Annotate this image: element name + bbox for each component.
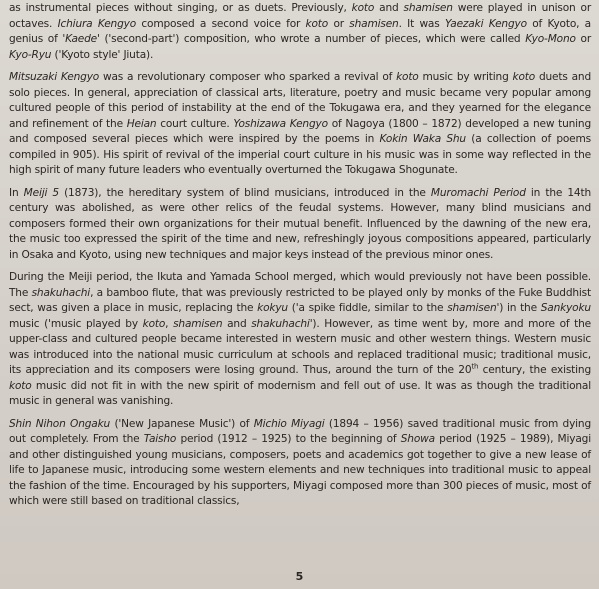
superscript-text: th (471, 362, 479, 371)
italic-term: Shin Nihon Ongaku (9, 417, 111, 430)
text-run: ('a spike fiddle, similar to the (287, 302, 448, 314)
italic-term: Yaezaki Kengyo (444, 17, 527, 30)
italic-term: Sankyoku (540, 302, 591, 314)
italic-term: koto (396, 71, 419, 83)
text-run: ('Kyoto style' Jiuta). (51, 48, 154, 61)
text-run: or (575, 33, 592, 45)
text-run: in the 14th century was abolished, as were other relics of the feudal systems. However, many blind musicians and composers formed their own organizations for their mutual benefit. Influenced by the dawning of the new era, the music too expressed the spirit of the time and new, refreshingly joyous compositions appeared, particularly in Osaka and Kyoto, using new techniques and major keys instead of the previous minor ones. (9, 186, 592, 261)
paragraph-3 (9, 186, 591, 264)
text-run: (1873), the hereditary system of blind musicians, introduced in the (58, 186, 431, 199)
body-text (9, 0, 591, 510)
text-run: and (222, 317, 252, 330)
text-run: of Kyoto, a genius of ' (9, 17, 591, 45)
text-run: ') in the (496, 302, 541, 314)
text-run: '). However, as time went by, more and more of the upper-class and cultured people became interested in western music and other western things. Western music was introduced into the national music curriculum at schools and replaced traditional music; traditional music, its appreciation and its composers were losing ground. Thus, around the turn of the 20 (9, 317, 591, 376)
text-run: ' ('second-part') composition, who wrote a number of pieces, which were called (97, 33, 526, 45)
italic-term: Kokin Waka Shu (379, 133, 466, 145)
text-run: or (328, 17, 350, 30)
italic-term: koto (512, 71, 536, 83)
italic-term: Muromachi Period (430, 186, 526, 199)
text-run: as instrumental pieces without singing, or as duets. Previously, (9, 2, 352, 14)
page-number: 5 (295, 570, 304, 583)
paragraph-1 (9, 0, 591, 63)
italic-term: koto (305, 17, 329, 30)
italic-term: shamisen (447, 302, 497, 314)
text-run: of Nagoya (1800 – 1872) developed a new tuning and composed several pieces which were inspired by the poems in (9, 117, 592, 145)
text-run: and (374, 2, 404, 14)
paragraph-5 (9, 417, 591, 510)
italic-term: Michio Miyagi (253, 417, 325, 430)
italic-term: shamisen (173, 317, 223, 330)
italic-term: Kaede (65, 33, 97, 45)
text-run: , a bamboo flute, that was previously restricted to be played only by monks of the Fuke Buddhist sect, was given a place in music, replacing the (9, 286, 591, 314)
text-run: court culture. (156, 117, 234, 130)
italic-term: koto (9, 379, 32, 392)
text-run: music did not fit in with the new spirit of modernism and fell out of use. It was as though the traditional music in general was vanishing. (9, 379, 591, 407)
italic-term: Meiji 5 (23, 186, 59, 199)
italic-term: Taisho (143, 433, 177, 445)
italic-term: shakuhachi (251, 317, 310, 330)
text-run: (1894 – 1956) saved traditional music from dying out completely. From the (9, 417, 591, 445)
text-run: During the Meiji period, the Ikuta and Yamada School merged, which would previously not have been possible. The (9, 271, 591, 299)
italic-term: koto (142, 317, 166, 330)
italic-term: koto (351, 2, 375, 14)
italic-term: shamisen (349, 17, 399, 30)
italic-term: Kyo-Mono (525, 33, 576, 45)
paragraph-2 (9, 70, 591, 179)
text-run: century, the existing (478, 364, 591, 376)
text-run: was a revolutionary composer who sparked a revival of (99, 71, 397, 83)
italic-term: shamisen (403, 2, 453, 14)
text-run: . It was (398, 17, 445, 30)
italic-term: Kyo-Ryu (9, 48, 52, 61)
italic-term: Heian (126, 117, 157, 130)
text-run: music ('music played by (9, 317, 143, 330)
text-run: period (1925 – 1989), Miyagi and other distinguished young musicians, composers, poets and academics got together to give a new lease of life to Japanese music, introducing some western elements and new techniques into traditional music to appeal the fashion of the time. Encouraged by his supporters, Miyagi composed more than 300 pieces of music, most of which were still based on traditional classics, (9, 433, 591, 507)
text-run: (a collection of poems compiled in 905). His spirit of revival of the imperial court culture in his music was in some way reflected in the high spirit of many future leaders who eventually overturned the Tokugawa Shogunate. (9, 133, 591, 176)
text-run: , (165, 317, 174, 330)
italic-term: Showa (400, 433, 435, 445)
text-run: duets and solo pieces. In general, appreciation of classical arts, literature, poetry and music became very popular among cultured people of this period of instability at the end of the Tokugawa era, and they yearned for the elegance and refinement of the (9, 71, 592, 130)
italic-term: shakuhachi (31, 286, 91, 299)
paragraph-4 (9, 270, 591, 410)
italic-term: Yoshizawa Kengyo (233, 117, 328, 130)
text-run: composed a second voice for (136, 17, 306, 30)
italic-term: kokyu (257, 302, 288, 314)
text-run: period (1912 – 1925) to the beginning of (176, 433, 401, 445)
text-run: ('New Japanese Music') of (110, 417, 254, 430)
text-run: In (9, 186, 24, 199)
text-run: were played in unison or octaves. (9, 2, 591, 30)
italic-term: Ichiura Kengyo (57, 17, 137, 30)
text-run: music by writing (418, 71, 513, 83)
italic-term: Mitsuzaki Kengyo (9, 71, 100, 83)
